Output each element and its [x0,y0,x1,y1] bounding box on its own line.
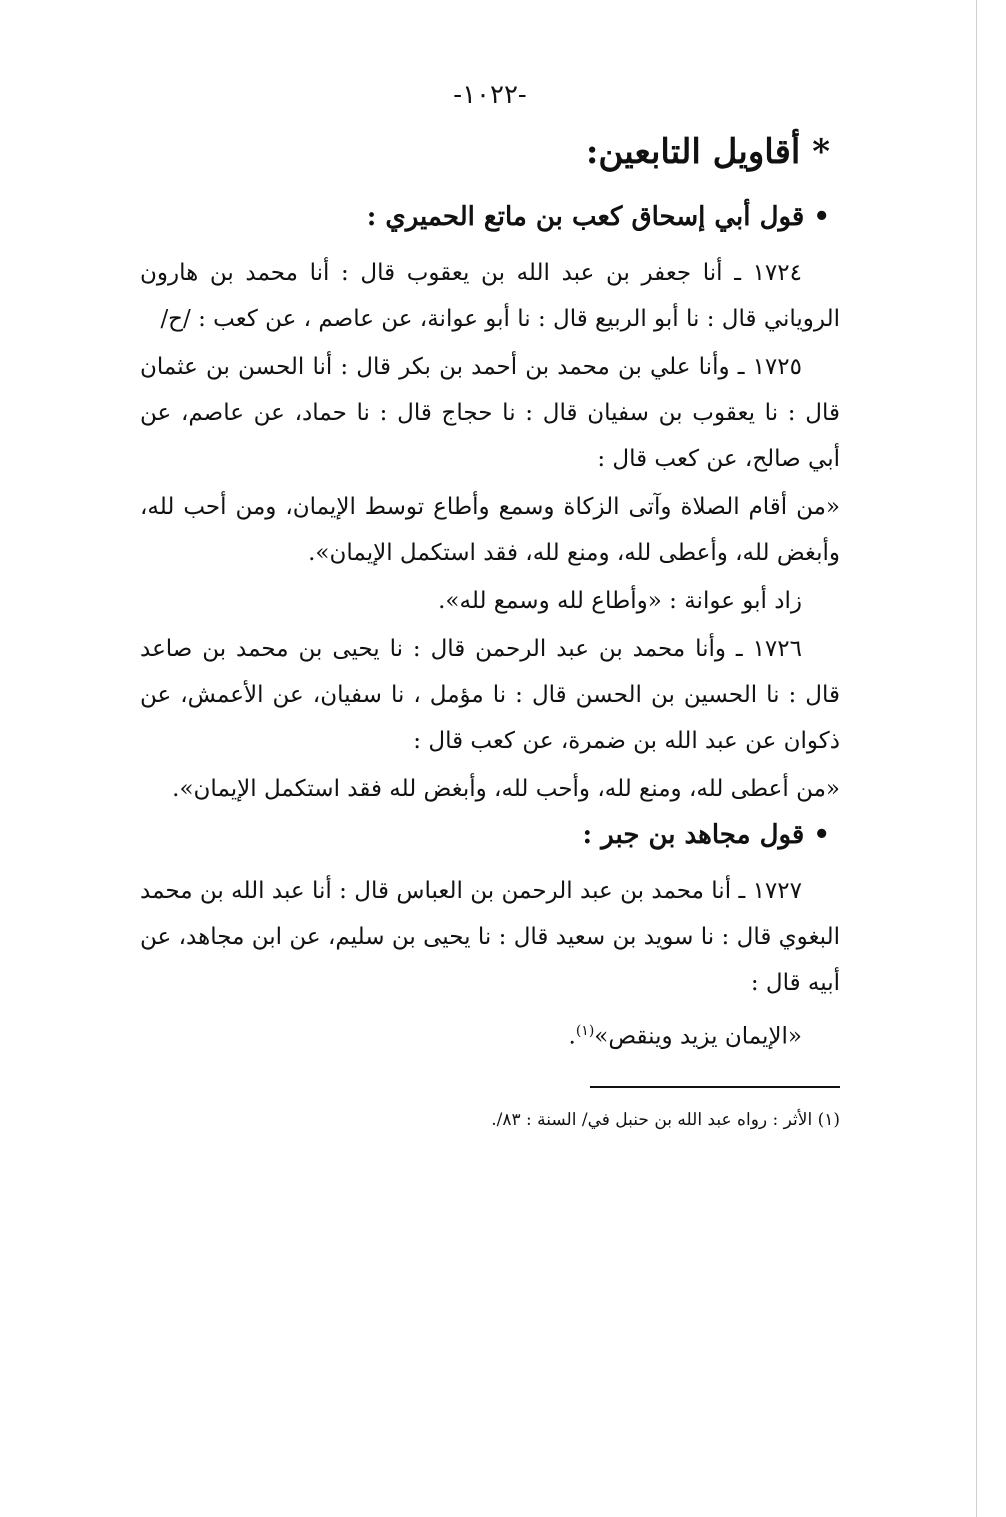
footnote-marker[interactable]: (١) [575,1023,595,1039]
footnote-1: (١) الأثر : رواه عبد الله بن حنبل في/ السنة : ٨٣/. [491,1109,840,1130]
quote-1725: «من أقام الصلاة وآتى الزكاة وسمع وأطاع توسط الإيمان، ومن أحب لله، وأبغض لله، وأعطى لله، ومنع لله، فقد استكمل الإيمان». [140,494,840,566]
subsection-title-mujahid: • قول مجاهد بن جبر : [582,820,830,850]
narration-1724: ١٧٢٤ ـ أنا جعفر بن عبد الله بن يعقوب قال : أنا محمد بن هارون الروياني قال : نا أبو الربيع قال : نا أبو عوانة، عن عاصم ، عن كعب : /ح/ [140,260,840,332]
quote-1726: «من أعطى لله، ومنع لله، وأحب لله، وأبغض لله فقد استكمل الإيمان». [172,776,840,802]
page-number: -١٠٢٢- [453,80,527,110]
quote-1727-text: «الإيمان يزيد وينقص» [594,1023,802,1050]
subsection-title-kaab: • قول أبي إسحاق كعب بن ماتع الحميري : [366,202,830,232]
quote-1727-end: . [568,1023,576,1050]
section-title: * أقاويل التابعين: [585,132,830,172]
book-page [140,80,840,1152]
page-edge-line [976,0,977,1517]
quote-1727 [140,1008,840,1060]
narration-1727: ١٧٢٧ ـ أنا محمد بن عبد الرحمن بن العباس قال : أنا عبد الله بن محمد البغوي قال : نا سويد بن سعيد قال : نا يحيى بن سليم، عن ابن مجاهد، عن أبيه قال : [140,878,840,996]
narration-1726: ١٧٢٦ ـ وأنا محمد بن عبد الرحمن قال : نا يحيى بن محمد بن صاعد قال : نا الحسين بن الحسن قال : نا مؤمل ، نا سفيان، عن الأعمش، عن ذكوان عن عبد الله بن ضمرة، عن كعب قال : [140,636,840,754]
addition-1725: زاد أبو عوانة : «وأطاع لله وسمع لله». [438,588,802,614]
footnote-divider [590,1086,840,1088]
narration-1725: ١٧٢٥ ـ وأنا علي بن محمد بن أحمد بن بكر قال : أنا الحسن بن عثمان قال : نا يعقوب بن سفيان قال : نا حجاج قال : نا حماد، عن عاصم، عن أبي صالح، عن كعب قال : [140,354,840,472]
